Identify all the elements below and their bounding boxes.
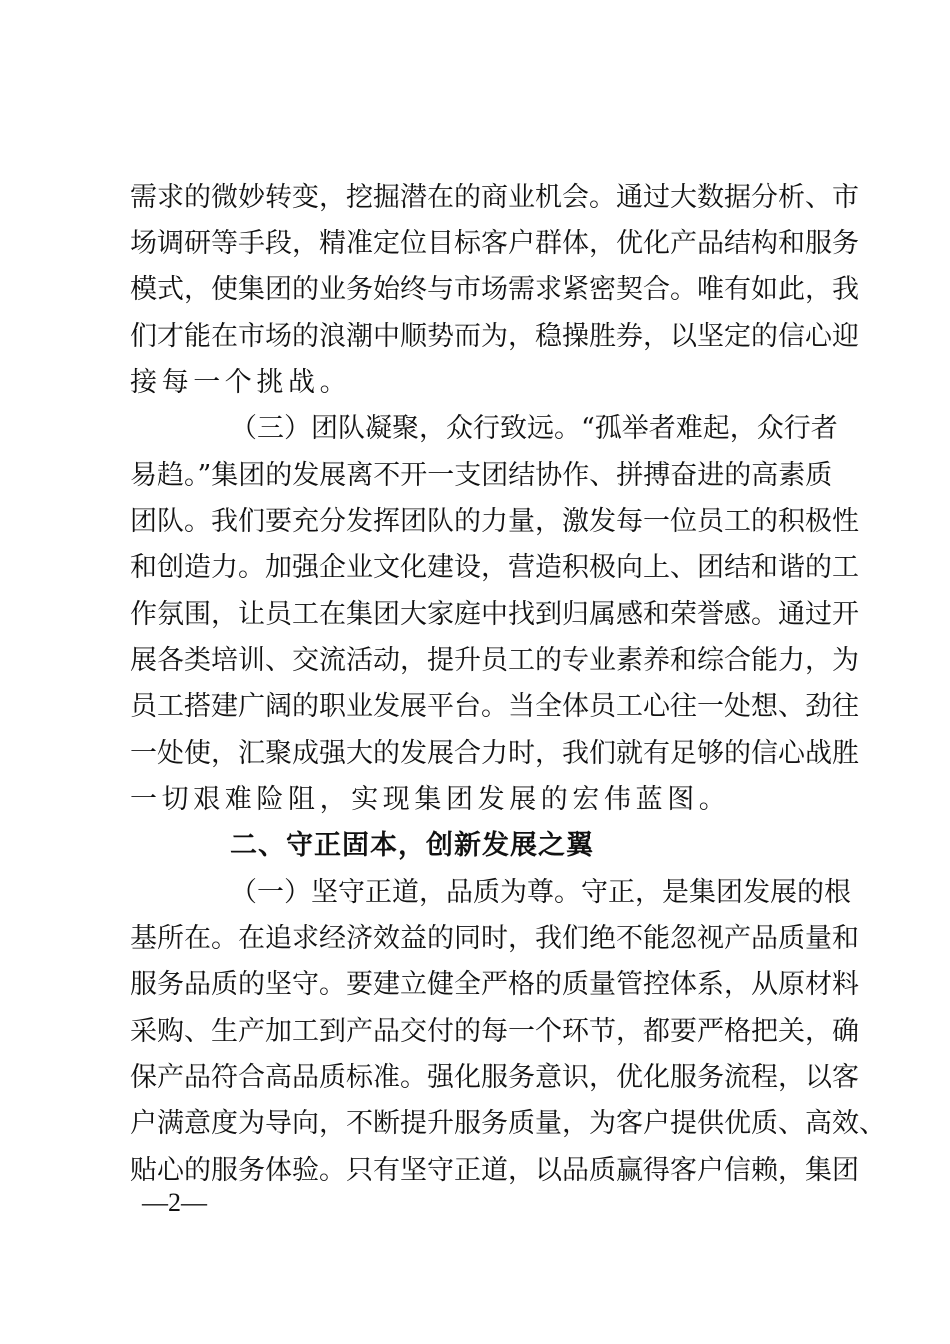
body-text-line: 们才能在市场的浪潮中顺势而为，稳操胜券，以坚定的信心迎 [130,321,859,352]
body-text-line: 员工搭建广阔的职业发展平台。当全体员工心往一处想、劲往 [130,691,859,722]
body-text-line: 采购、生产加工到产品交付的每一个环节，都要严格把关，确 [130,1016,859,1047]
body-text-line: 一切艰难险阻，实现集团发展的宏伟蓝图。 [130,784,731,815]
body-text-line: 服务品质的坚守。要建立健全严格的质量管控体系，从原材料 [130,969,859,1000]
body-text-line: 贴心的服务体验。只有坚守正道，以品质赢得客户信赖，集团 [130,1155,859,1186]
body-text-line: 团队。我们要充分发挥团队的力量，激发每一位员工的积极性 [130,506,859,537]
subsection-heading-line: （三）团队凝聚，众行致远。“孤举者难起，众行者 [230,413,838,444]
body-text-line: 户满意度为导向，不断提升服务质量，为客户提供优质、高效、 [130,1108,886,1139]
subsection-heading-line: （一）坚守正道，品质为尊。守正，是集团发展的根 [230,877,851,908]
body-text-line: 和创造力。加强企业文化建设，营造积极向上、团结和谐的工 [130,552,859,583]
body-text-line: 易趋。”集团的发展离不开一支团结协作、拼搏奋进的高素质 [130,460,833,491]
body-text-line: 作氛围，让员工在集团大家庭中找到归属感和荣誉感。通过开 [130,599,859,630]
body-text-line: 展各类培训、交流活动，提升员工的专业素养和综合能力，为 [130,645,859,676]
body-text-line: 接每一个挑战。 [130,367,352,398]
body-text-line: 需求的微妙转变，挖掘潜在的商业机会。通过大数据分析、市 [130,182,859,213]
body-text-line: 场调研等手段，精准定位目标客户群体，优化产品结构和服务 [130,228,859,259]
body-text-line: 保产品符合高品质标准。强化服务意识，优化服务流程，以客 [130,1062,859,1093]
section-heading: 二、守正固本，创新发展之翼 [230,830,594,861]
body-text-line: 一处使，汇聚成强大的发展合力时，我们就有足够的信心战胜 [130,738,859,769]
body-text-line: 模式，使集团的业务始终与市场需求紧密契合。唯有如此，我 [130,274,859,305]
page-number: —2— [142,1188,207,1217]
body-text-line: 基所在。在追求经济效益的同时，我们绝不能忽视产品质量和 [130,923,859,954]
